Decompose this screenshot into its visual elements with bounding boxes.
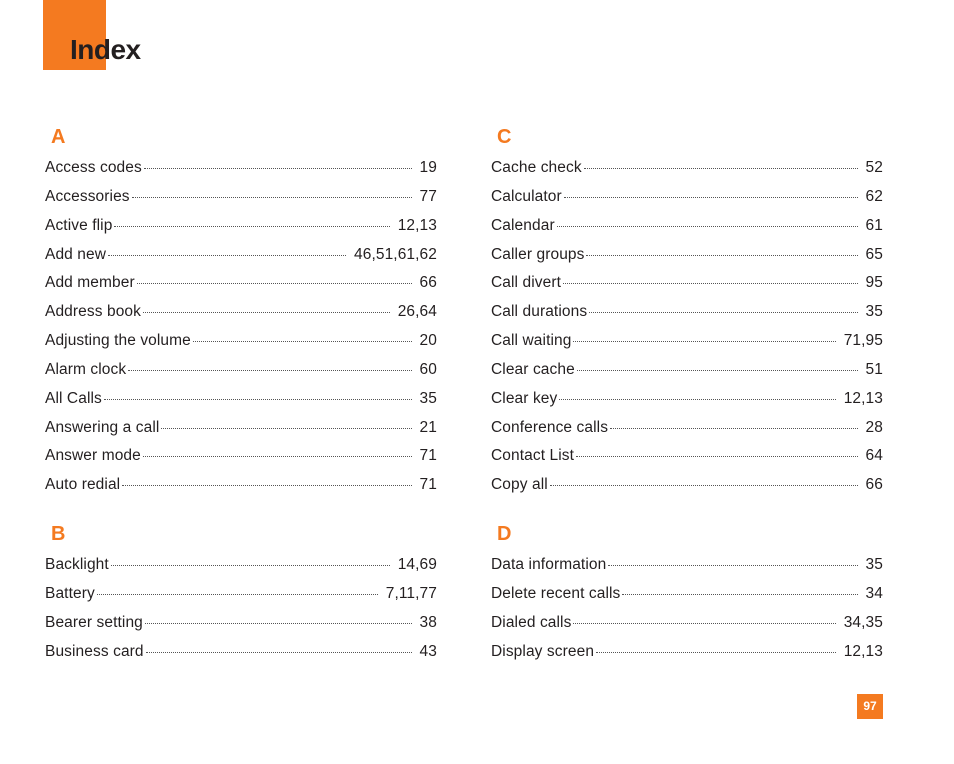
index-term: Cache check [491,159,582,176]
dot-leader [584,168,858,169]
index-term: Caller groups [491,245,585,263]
dot-leader [128,370,411,371]
index-page-refs: 77 [419,187,437,205]
dot-leader [143,312,390,313]
index-entry [491,361,883,390]
index-term: Alarm clock [45,360,127,378]
index-page-refs: 71 [419,447,437,465]
dot-leader [108,255,346,256]
index-entry [491,447,883,476]
index-entry [491,390,883,419]
index-page-refs: 43 [419,642,437,660]
dot-leader [563,283,858,284]
dot-leader [146,652,412,653]
index-page-refs: 71,95 [843,332,883,350]
section-letter: B [51,523,66,546]
index-entry [491,188,883,217]
index-page-refs: 12,13 [843,389,883,407]
dot-leader [608,565,857,566]
dot-leader [137,283,412,284]
dot-leader [622,594,857,595]
section-letter: C [497,126,512,148]
index-page-refs: 65 [865,245,883,263]
dot-leader [193,341,412,342]
index-section-b [45,519,437,671]
dot-leader [132,197,412,198]
index-term: Call durations [491,303,588,321]
index-page-refs: 12,13 [397,216,437,234]
index-entry [491,274,883,303]
dot-leader [557,226,858,227]
index-term: Add new [45,245,107,263]
index-term: Auto redial [45,476,121,494]
dot-leader [111,565,390,566]
index-entry [491,217,883,246]
dot-leader [143,456,412,457]
index-section-a [45,122,437,505]
index-entry [491,159,883,188]
index-term: Accessories [45,187,130,205]
index-entry [491,643,883,672]
index-term: Clear cache [491,360,575,378]
index-page-refs: 35 [865,303,883,321]
index-entry [45,332,437,361]
dot-leader [596,652,836,653]
index-page-refs: 20 [419,332,437,350]
index-term: Clear key [491,389,558,407]
index-column-right [491,122,883,672]
index-page-refs: 46,51,61,62 [354,245,437,263]
index-term: Copy all [491,476,548,494]
index-term: Adjusting the volume [45,332,191,350]
index-term: Address book [45,303,141,321]
index-page-refs: 28 [865,418,883,436]
index-term: Battery [45,584,95,602]
index-entry [45,419,437,448]
index-entry [491,332,883,361]
index-page-refs: 61 [865,216,883,234]
index-page-refs: 7,11,77 [385,584,437,602]
dot-leader [610,428,857,429]
dot-leader [550,485,858,486]
index-term: All Calls [45,389,102,407]
section-letter: A [51,126,66,148]
index-entry [45,361,437,390]
index-entry [491,476,883,505]
index-term: Contact List [491,447,575,465]
index-page-refs: 35 [865,556,883,574]
index-term: Business card [45,642,144,660]
index-page-refs: 51 [865,360,883,378]
dot-leader [589,312,857,313]
dot-leader [564,197,858,198]
index-entry [491,419,883,448]
index-term: Conference calls [491,418,609,436]
index-entry [491,556,883,585]
index-entry [491,585,883,614]
page-number-badge: 97 [857,694,883,719]
index-entry [45,274,437,303]
index-entry [45,447,437,476]
dot-leader [573,341,835,342]
index-entry [45,303,437,332]
index-term: Display screen [491,642,595,660]
index-entry [45,476,437,505]
index-page-refs: 34 [865,584,883,602]
index-term: Call waiting [491,332,572,350]
index-column-left [45,122,437,672]
index-page-refs: 62 [865,187,883,205]
dot-leader [122,485,411,486]
index-term: Calendar [491,216,555,234]
index-page-refs: 12,13 [843,642,883,660]
index-page-refs: 64 [865,447,883,465]
dot-leader [576,456,858,457]
index-entry [45,188,437,217]
index-section-c [491,122,883,505]
index-page-refs: 21 [419,418,437,436]
index-term: Data information [491,556,607,574]
index-term: Backlight [45,556,109,574]
index-page-refs: 95 [865,274,883,292]
dot-leader [145,623,412,624]
index-section-d [491,519,883,671]
dot-leader [573,623,835,624]
dot-leader [104,399,412,400]
dot-leader [144,168,412,169]
index-entry [491,303,883,332]
index-page-refs: 19 [419,159,437,176]
index-entry [45,159,437,188]
index-page-refs: 26,64 [397,303,437,321]
index-entry [491,614,883,643]
dot-leader [577,370,858,371]
index-term: Active flip [45,216,113,234]
index-term: Answer mode [45,447,141,465]
dot-leader [97,594,378,595]
index-page-refs: 14,69 [397,556,437,574]
index-page-refs: 35 [419,389,437,407]
dot-leader [559,399,835,400]
index-term: Delete recent calls [491,584,621,602]
index-page-refs: 34,35 [843,613,883,631]
index-page-refs: 52 [865,159,883,176]
index-page-refs: 60 [419,360,437,378]
page-title: Index [70,34,141,65]
index-term: Answering a call [45,418,160,436]
index-entry [45,217,437,246]
index-term: Dialed calls [491,613,572,631]
index-term: Calculator [491,187,562,205]
dot-leader [586,255,857,256]
index-term: Bearer setting [45,613,143,631]
dot-leader [161,428,411,429]
index-page-refs: 66 [419,274,437,292]
index-entry [45,614,437,643]
section-letter: D [497,523,512,546]
index-term: Add member [45,274,135,292]
index-page-refs: 38 [419,613,437,631]
index-page-refs: 71 [419,476,437,494]
index-entry [45,585,437,614]
index-page-refs: 66 [865,476,883,494]
index-entry [491,246,883,275]
dot-leader [114,226,389,227]
index-term: Call divert [491,274,562,292]
index-entry [45,556,437,585]
index-entry [45,390,437,419]
index-entry [45,246,437,275]
index-entry [45,643,437,672]
index-term: Access codes [45,159,142,176]
